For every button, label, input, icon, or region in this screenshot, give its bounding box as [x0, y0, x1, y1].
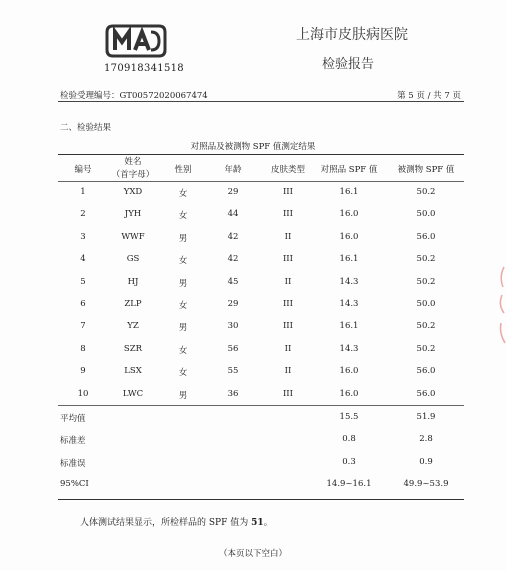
table-cell-skin: II: [284, 276, 292, 287]
table-cell-name: HJ: [127, 276, 139, 287]
table-cell-age: 29: [227, 187, 239, 197]
table-cell-ref: 16.1: [339, 321, 359, 332]
section-title: 二、检验结果: [60, 123, 112, 133]
table-cell-skin: III: [282, 299, 294, 309]
table-cell-skin: III: [282, 254, 294, 265]
table-cell-age: 55: [227, 366, 239, 377]
table-cell-age: 44: [227, 209, 239, 220]
table-cell-ref: 14.3: [339, 276, 359, 287]
table-cell-ref: 14.3: [339, 299, 359, 309]
table-cell-ref: 16.0: [339, 388, 359, 399]
table-cell-sex: 男: [178, 323, 188, 334]
table-cell-sex: 男: [178, 390, 188, 401]
header-ref-spf: 对照品 SPF 值: [320, 165, 378, 175]
conclusion-prefix: 人体测试结果显示，所检样品的 SPF 值为: [80, 518, 252, 528]
table-cell-name: GS: [126, 254, 140, 265]
table-cell-no: 4: [80, 254, 86, 265]
summary-test: 0.9: [419, 456, 433, 467]
cma-logo: [103, 22, 169, 60]
accession-label: 检验受理编号：: [60, 91, 120, 101]
accession: [60, 89, 208, 101]
table-cell-name: SZR: [123, 343, 143, 354]
table-cell-test: 50.0: [416, 209, 436, 220]
table-cell-no: 8: [80, 343, 86, 354]
table-cell-ref: 16.1: [339, 187, 359, 197]
table-cell-skin: III: [282, 209, 294, 220]
table-cell-ref: 16.0: [339, 209, 359, 220]
summary-label: 95%CI: [60, 478, 89, 489]
blank-note: （本页以下空白）: [218, 549, 287, 559]
table-cell-ref: 14.3: [339, 343, 359, 354]
accession-number: GT00572020067474: [119, 91, 208, 101]
org-name: 上海市皮肤病医院: [296, 27, 408, 43]
header-no: 编号: [74, 165, 92, 175]
report-title: 检验报告: [322, 57, 375, 72]
table-cell-age: 29: [227, 299, 239, 309]
summary-ref: 0.3: [342, 456, 356, 467]
table-cell-name: WWF: [121, 231, 145, 242]
header-age: 年龄: [224, 165, 242, 175]
red-seal-fragment: [496, 265, 506, 355]
table-cell-ref: 16.1: [339, 254, 359, 265]
table-cell-no: 7: [80, 321, 86, 332]
table-cell-test: 56.0: [416, 231, 436, 242]
table-cell-test: 50.2: [416, 343, 436, 354]
table-cell-no: 6: [80, 299, 86, 309]
summary-label: 标准差: [60, 436, 86, 447]
summary-test: 51.9: [416, 412, 436, 422]
table-cell-skin: III: [282, 187, 294, 197]
table-cell-no: 3: [80, 231, 86, 242]
table-cell-sex: 女: [178, 211, 188, 222]
header-name-note: （首字母）: [111, 170, 155, 180]
table-cell-ref: 16.0: [339, 231, 359, 242]
table-cell-skin: III: [282, 388, 294, 399]
table-cell-sex: 男: [178, 278, 188, 289]
table-cell-skin: III: [282, 321, 294, 332]
table-summary-rule: [58, 405, 464, 406]
table-cell-age: 36: [227, 388, 239, 399]
table-header-rule: [58, 181, 464, 182]
table-cell-name: JYH: [124, 209, 142, 220]
summary-ref: 14.9~16.1: [326, 478, 372, 489]
summary-ref: 0.8: [342, 434, 356, 445]
table-cell-test: 50.2: [416, 321, 436, 332]
table-cell-sex: 男: [178, 233, 188, 244]
header-divider: [58, 101, 464, 102]
table-cell-sex: 女: [178, 189, 188, 199]
conclusion-suffix: 。: [263, 518, 273, 528]
table-cell-no: 10: [77, 388, 89, 399]
table-cell-test: 50.2: [416, 276, 436, 287]
table-cell-name: LWC: [122, 388, 144, 399]
table-cell-test: 56.0: [416, 388, 436, 399]
page-info: 第 5 页 / 共 7 页: [397, 91, 461, 101]
table-cell-name: LSX: [124, 366, 142, 377]
table-cell-name: YZ: [127, 321, 139, 332]
conclusion-spf-value: 51: [251, 518, 264, 528]
table-cell-name: ZLP: [124, 299, 142, 309]
table-cell-skin: II: [284, 231, 292, 242]
table-cell-sex: 女: [178, 301, 188, 311]
table-cell-ref: 16.0: [339, 366, 359, 377]
table-cell-no: 5: [80, 276, 86, 287]
table-cell-age: 30: [227, 321, 239, 332]
table-cell-age: 42: [227, 231, 239, 242]
table-cell-test: 50.0: [416, 299, 436, 309]
table-cell-age: 42: [227, 254, 239, 265]
table-cell-skin: II: [284, 366, 292, 377]
summary-test: 49.9~53.9: [403, 478, 449, 489]
table-cell-age: 45: [227, 276, 239, 287]
table-cell-test: 50.2: [416, 187, 436, 197]
table-cell-test: 50.2: [416, 254, 436, 265]
table-cell-no: 2: [80, 209, 86, 220]
cert-number: 170918341518: [104, 63, 184, 74]
summary-ref: 15.5: [339, 412, 359, 422]
table-cell-sex: 女: [178, 368, 188, 379]
header-test-spf: 被测物 SPF 值: [397, 165, 455, 175]
table-cell-no: 9: [80, 366, 86, 377]
summary-label: 平均值: [60, 414, 86, 424]
table-cell-sex: 女: [178, 345, 188, 356]
table-bottom-rule: [58, 499, 464, 500]
table-cell-skin: II: [284, 343, 292, 354]
header-name: 姓名: [124, 157, 142, 167]
table-cell-sex: 女: [178, 256, 188, 267]
header-skin-type: 皮肤类型: [270, 165, 305, 175]
summary-label: 标准误: [60, 458, 86, 469]
table-cell-age: 56: [227, 343, 239, 354]
conclusion-text: [80, 515, 273, 528]
table-caption: 对照品及被测物 SPF 值测定结果: [190, 142, 316, 152]
header-sex: 性别: [174, 165, 192, 175]
table-cell-test: 56.0: [416, 366, 436, 377]
table-cell-name: YXD: [123, 187, 143, 197]
summary-test: 2.8: [419, 434, 433, 445]
table-cell-no: 1: [80, 187, 86, 197]
